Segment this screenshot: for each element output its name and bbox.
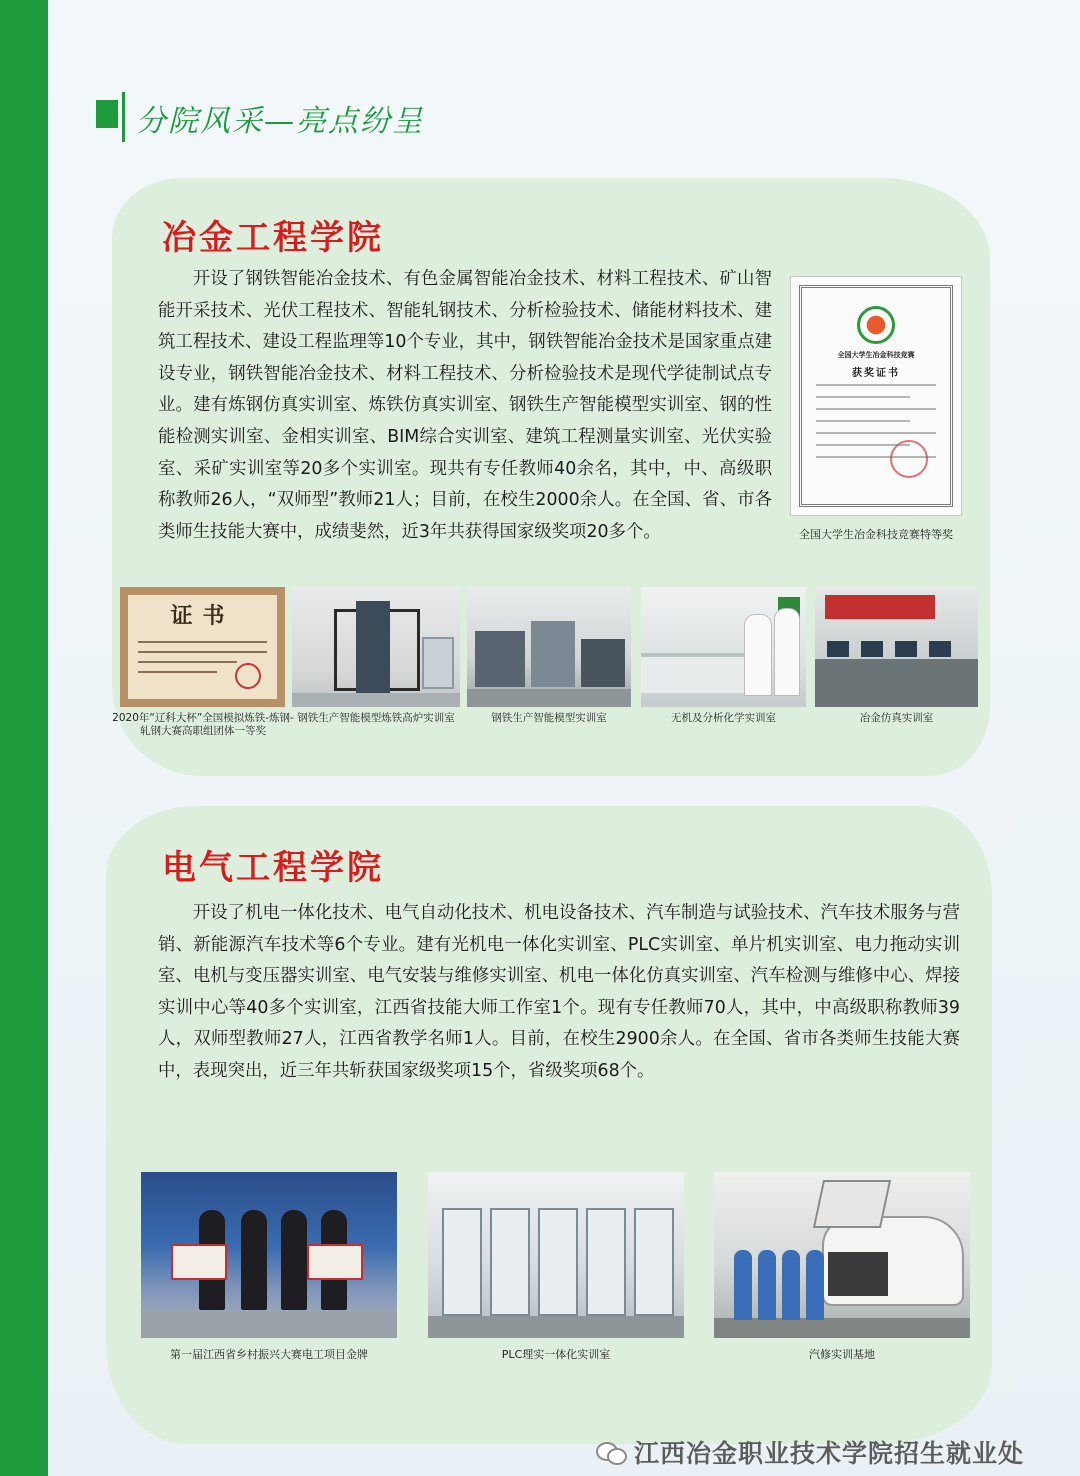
photo-simulation-lab bbox=[815, 587, 978, 707]
wechat-icon bbox=[596, 1440, 626, 1464]
photo-caption: 第一届江西省乡村振兴大赛电工项目金牌 bbox=[170, 1348, 368, 1361]
photo-certificate bbox=[120, 587, 285, 707]
section-paragraph-metallurgy: 开设了钢铁智能冶金技术、有色金属智能冶金技术、材料工程技术、矿山智能开采技术、光伏工程技术、智能轧钢技术、分析检验技术、储能材料技术、建筑工程技术、建设工程监理等10个专业，其中，钢铁智能冶金技术是国家重点建设专业，钢铁智能冶金技术、材料工程技术、分析检验技术是现代学徒制试点专业。建有炼钢仿真实训室、炼铁仿真实训室、钢铁生产智能模型实训室、钢的性能检测实训室、金相实训室、BIM综合实训室、建筑工程测量实训室、光伏实验室、采矿实训室等20多个实训室。现共有专任教师40余名，其中，中、高级职称教师26人，“双师型”教师21人；目前，在校生2000余人。在全国、省、市各类师生技能大赛中，成绩斐然，近3年共获得国家级奖项20多个。 bbox=[158, 269, 772, 542]
page-header-title: 分院风采—亮点纷呈 bbox=[136, 104, 424, 139]
photo-award-ceremony bbox=[141, 1172, 397, 1338]
certificate-emblem-icon bbox=[857, 306, 895, 344]
photo-certificate-seal bbox=[235, 663, 261, 689]
certificate-heading: 全国大学生冶金科技竞赛 bbox=[837, 351, 915, 359]
photo-caption: 无机及分析化学实训室 bbox=[671, 712, 776, 724]
section-title-electrical: 电气工程学院 bbox=[162, 848, 384, 888]
photo-certificate-title: 证书 bbox=[170, 603, 235, 629]
photo-blast-furnace-lab bbox=[292, 587, 460, 707]
certificate-subheading: 获奖证书 bbox=[852, 368, 900, 379]
certificate-stamp bbox=[890, 440, 928, 478]
photo-caption: 冶金仿真实训室 bbox=[859, 712, 934, 724]
photo-auto-repair-base bbox=[714, 1172, 970, 1338]
photo-caption: 2020年“辽科大杯”全国模拟炼铁-炼钢-轧钢大赛高职组团体一等奖 bbox=[112, 712, 294, 737]
photo-caption: 汽修实训基地 bbox=[809, 1348, 875, 1361]
photo-plc-lab bbox=[428, 1172, 684, 1338]
side-bar bbox=[0, 0, 48, 1476]
certificate-caption: 全国大学生冶金科技竞赛特等奖 bbox=[799, 528, 953, 541]
photo-caption: 钢铁生产智能模型实训室 bbox=[491, 712, 607, 724]
photo-chemistry-lab bbox=[641, 587, 806, 707]
header-marker bbox=[96, 100, 118, 128]
header-divider bbox=[122, 92, 125, 142]
section-paragraph-electrical: 开设了机电一体化技术、电气自动化技术、机电设备技术、汽车制造与试验技术、汽车技术服务与营销、新能源汽车技术等6个专业。建有光机电一体化实训室、PLC实训室、单片机实训室、电力拖动实训室、电机与变压器实训室、电气安装与维修实训室、机电一体化仿真实训室、汽车检测与维修中心、焊接实训中心等40多个实训室，江西省技能大师工作室1个。现有专任教师70人，其中，中高级职称教师39人，双师型教师27人，江西省教学名师1人。目前，在校生2900余人。在全国、省市各类师生技能大赛中，表现突出，近三年共斩获国家级奖项15个，省级奖项68个。 bbox=[158, 903, 960, 1081]
wechat-watermark bbox=[596, 1434, 1024, 1470]
photo-smart-model-lab bbox=[467, 587, 631, 707]
photo-caption: PLC理实一体化实训室 bbox=[501, 1348, 611, 1361]
watermark-text: 江西冶金职业技术学院招生就业处 bbox=[634, 1439, 1025, 1468]
photo-caption: 钢铁生产智能模型炼铁高炉实训室 bbox=[297, 712, 455, 724]
award-certificate bbox=[790, 276, 962, 516]
section-title-metallurgy: 冶金工程学院 bbox=[162, 218, 384, 258]
